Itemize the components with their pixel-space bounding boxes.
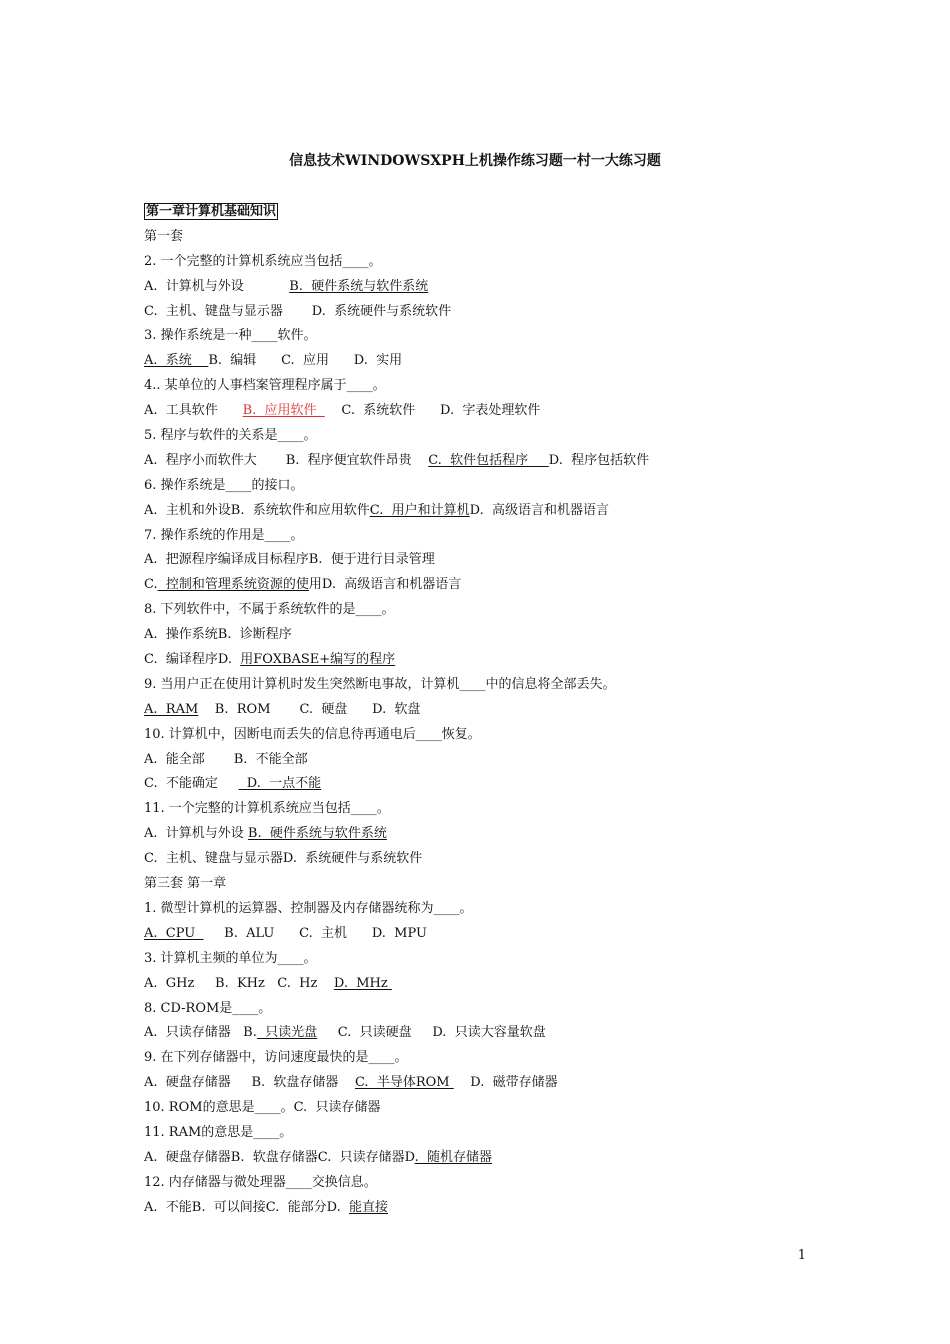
text-line <box>144 1198 884 1223</box>
text-line <box>144 1098 884 1123</box>
answer-text: D. MHz <box>333 975 392 991</box>
line-text: 用D. 高级语言和机器语言 <box>308 577 462 593</box>
text-line <box>144 451 884 476</box>
line-text: A. 不能B. 可以间接C. 能部分D. <box>144 1199 349 1215</box>
text-line <box>144 774 884 799</box>
answer-text: 用FOXBASE+编写的程序 <box>240 652 396 668</box>
page-number: 1 <box>797 1248 806 1263</box>
line-text: C. 主机、键盘与显示器 D. 系统硬件与系统软件 <box>144 303 452 319</box>
line-text: 2. 一个完整的计算机系统应当包括____。 <box>144 253 382 269</box>
line-text: 10. ROM的意思是____。C. 只读存储器 <box>144 1100 381 1116</box>
line-text: C. 系统软件 D. 字表处理软件 <box>324 403 541 419</box>
text-line <box>144 302 884 327</box>
text-line <box>144 1148 884 1173</box>
line-text: 1. 微型计算机的运算器、控制器及内存储器统称为____。 <box>144 900 473 916</box>
text-line <box>144 376 884 401</box>
chapter-heading-box <box>144 203 278 220</box>
answer-text: 只读光盘 <box>256 1025 318 1041</box>
line-text: 4.. 某单位的人事档案管理程序属于____。 <box>144 378 386 394</box>
line-text: A. 计算机与外设 <box>144 826 248 842</box>
line-text: 9. 当用户正在使用计算机时发生突然断电事故，计算机____中的信息将全部丢失。 <box>144 676 616 692</box>
text-line <box>144 974 884 999</box>
line-text: 第一套 <box>144 228 184 244</box>
line-text: 第一章计算机基础知识 <box>146 204 277 219</box>
text-line <box>144 899 884 924</box>
line-text: A. 程序小而软件大 B. 程序便宜软件昂贵 <box>144 452 429 468</box>
text-line <box>144 501 884 526</box>
answer-text: B. 应用软件 <box>242 403 325 419</box>
answer-text: . 随机存储器 <box>414 1149 492 1165</box>
line-text: 10. 计算机中，因断电而丢失的信息待再通电后____恢复。 <box>144 726 481 742</box>
answer-text: 控制和管理系统资源的使 <box>157 577 309 593</box>
text-line <box>144 252 884 277</box>
line-text: D. 磁带存储器 <box>453 1075 558 1091</box>
line-text: 9. 在下列存储器中，访问速度最快的是____。 <box>144 1050 408 1066</box>
line-text: 第三套 第一章 <box>144 876 227 892</box>
text-line <box>144 401 884 426</box>
text-line <box>144 824 884 849</box>
question-list <box>144 202 884 1223</box>
answer-text: A. 系统 <box>144 353 209 369</box>
answer-text: D. 一点不能 <box>238 776 322 792</box>
text-line <box>144 750 884 775</box>
text-line <box>144 227 884 252</box>
line-text: 5. 程序与软件的关系是____。 <box>144 428 317 444</box>
line-text: 7. 操作系统的作用是____。 <box>144 527 304 543</box>
answer-text: B. 硬件系统与软件系统 <box>247 826 387 842</box>
text-line <box>144 351 884 376</box>
line-text: A. 只读存储器 B. <box>144 1025 257 1041</box>
text-line <box>144 725 884 750</box>
answer-text: C. 用户和计算机 <box>369 502 470 518</box>
line-text: B. 编辑 C. 应用 D. 实用 <box>208 353 403 369</box>
text-line <box>144 277 884 302</box>
line-text: C. 只读硬盘 D. 只读大容量软盘 <box>317 1025 546 1041</box>
line-text: 3. 操作系统是一种____软件。 <box>144 328 317 344</box>
text-line <box>144 326 884 351</box>
line-text: C. 编译程序D. <box>144 652 241 668</box>
line-text: A. 主机和外设B. 系统软件和应用软件 <box>144 502 370 518</box>
text-line <box>144 1173 884 1198</box>
text-line <box>144 874 884 899</box>
text-line <box>144 650 884 675</box>
line-text: A. 硬盘存储器B. 软盘存储器C. 只读存储器D <box>144 1149 415 1165</box>
text-line <box>144 476 884 501</box>
line-text: A. GHz B. KHz C. Hz <box>144 975 334 991</box>
line-text: 6. 操作系统是____的接口。 <box>144 477 304 493</box>
line-text: D. 程序包括软件 <box>548 452 650 468</box>
answer-text: B. 硬件系统与软件系统 <box>289 278 429 294</box>
text-line <box>144 550 884 575</box>
line-text: C. 主机、键盘与显示器D. 系统硬件与系统软件 <box>144 851 423 867</box>
text-line <box>144 949 884 974</box>
line-text: A. 工具软件 <box>144 403 243 419</box>
text-line <box>144 849 884 874</box>
line-text: A. 硬盘存储器 B. 软盘存储器 <box>144 1075 355 1091</box>
line-text: 11. 一个完整的计算机系统应当包括____。 <box>144 801 390 817</box>
line-text: A. 计算机与外设 <box>144 278 290 294</box>
answer-text: C. 半导体ROM <box>354 1075 454 1091</box>
answer-text: A. RAM <box>144 701 199 717</box>
chapter-heading <box>144 202 884 227</box>
text-line <box>144 999 884 1024</box>
text-line <box>144 526 884 551</box>
line-text: A. 操作系统B. 诊断程序 <box>144 627 292 643</box>
line-text: 3. 计算机主频的单位为____。 <box>144 950 317 966</box>
line-text: B. ROM C. 硬盘 D. 软盘 <box>198 701 421 717</box>
line-text: 12. 内存储器与微处理器____交换信息。 <box>144 1174 377 1190</box>
text-line <box>144 1123 884 1148</box>
text-line <box>144 924 884 949</box>
text-line <box>144 799 884 824</box>
text-line <box>144 1023 884 1048</box>
line-text: C. <box>144 577 158 593</box>
text-line <box>144 1048 884 1073</box>
text-line <box>144 1073 884 1098</box>
line-text: A. 能全部 B. 不能全部 <box>144 751 308 767</box>
answer-text: C. 软件包括程序 <box>428 452 549 468</box>
text-line <box>144 700 884 725</box>
answer-text: 能直接 <box>348 1199 388 1215</box>
text-line <box>144 600 884 625</box>
line-text: C. 不能确定 <box>144 776 239 792</box>
line-text: 8. 下列软件中，不属于系统软件的是____。 <box>144 602 395 618</box>
answer-text: A. CPU <box>144 925 204 941</box>
line-text: B. ALU C. 主机 D. MPU <box>203 925 427 941</box>
line-text: A. 把源程序编译成目标程序B. 便于进行目录管理 <box>144 552 435 568</box>
text-line <box>144 426 884 451</box>
line-text: 8. CD-ROM是____。 <box>144 1000 272 1016</box>
text-line <box>144 575 884 600</box>
text-line <box>144 675 884 700</box>
line-text: 11. RAM的意思是____。 <box>144 1124 293 1140</box>
page-title: 信息技术WINDOWSXPH上机操作练习题一村一大练习题 <box>289 153 661 169</box>
line-text: D. 高级语言和机器语言 <box>469 502 609 518</box>
text-line <box>144 625 884 650</box>
